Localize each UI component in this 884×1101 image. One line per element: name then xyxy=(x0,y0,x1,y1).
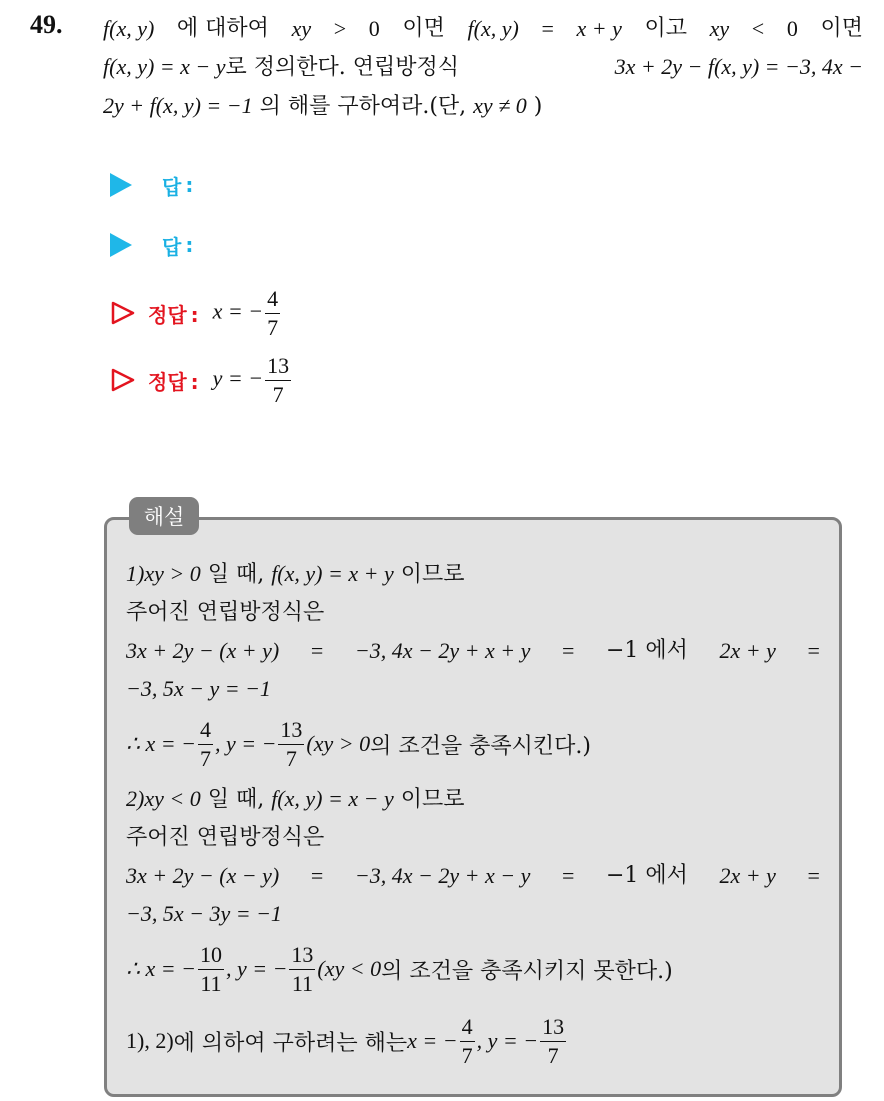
exp-line-5: ∴ x = − $\frac{4}{7}$ , y = − $\frac{13}{7}$ (xy > 0 의 조건을 충족시킨다.) xyxy=(126,716,591,771)
answer-blank-1 xyxy=(110,160,193,210)
explanation-tab: 해설 xyxy=(129,497,199,535)
correct-answer-1 xyxy=(110,283,282,343)
problem-statement xyxy=(103,10,863,126)
text: ) xyxy=(526,94,543,119)
math: xy xyxy=(291,16,312,41)
exp-line-11: 1), 2) 에 의하여 구하려는 해는 x = − $\frac{4}{7}$ , y = − $\frac{13}{7}$ xyxy=(126,1013,565,1068)
exp-line-6: 2)xy < 0 일 때, f(x, y) = x − y 이므로 xyxy=(126,786,465,812)
exp-line-4: −3, 5x − y = −1 xyxy=(126,676,271,701)
text: 에 대하여 xyxy=(176,16,269,41)
math: f(x, y) = x − y xyxy=(103,54,226,79)
exp-line-8: 3x + 2y − (x − y) = −3, 4x − 2y + x − y = −1 에서 2x + y = xyxy=(126,863,820,888)
exp-line-9: −3, 5x − 3y = −1 xyxy=(126,901,282,926)
math: 0 xyxy=(368,16,380,41)
text: 로 정의한다. 연립방정식 xyxy=(225,55,460,80)
exp-line-7: 주어진 연립방정식은 xyxy=(126,825,325,850)
math: 3x + 2y − f(x, y) = −3, 4x − xyxy=(614,54,863,79)
math: = xyxy=(541,16,554,41)
correct-answer-label: 정답 : xyxy=(148,369,199,394)
explanation-body xyxy=(126,555,820,1077)
outline-triangle-icon xyxy=(110,367,136,393)
correct-answer-2 xyxy=(110,350,293,410)
math: f(x, y) xyxy=(467,16,519,41)
problem-line-1 xyxy=(103,10,863,48)
answer-y: y = − $\frac{13}{7}$ xyxy=(212,352,290,407)
problem-number: 49. xyxy=(30,10,63,39)
play-arrow-icon xyxy=(110,173,132,197)
answer-colon: : xyxy=(185,173,194,197)
answer-label: 답 xyxy=(162,234,182,259)
math: 2y + f(x, y) = −1 xyxy=(103,93,253,118)
answer-blank-2 xyxy=(110,220,193,270)
math: xy xyxy=(709,16,730,41)
exp-line-2: 주어진 연립방정식은 xyxy=(126,600,325,625)
exp-line-3: 3x + 2y − (x + y) = −3, 4x − 2y + x + y = −1 에서 2x + y = xyxy=(126,638,820,663)
math: > xyxy=(333,16,347,41)
text: 이면 xyxy=(402,16,445,41)
math: 0 xyxy=(786,16,798,41)
math: f(x, y) xyxy=(103,16,155,41)
math: x + y xyxy=(576,16,622,41)
problem-line-3 xyxy=(103,87,863,126)
exp-line-1: 1)xy > 0 일 때, f(x, y) = x + y 이므로 xyxy=(126,561,465,587)
math: xy ≠ 0 xyxy=(473,93,527,118)
answer-x: x = − $\frac{4}{7}$ xyxy=(212,285,279,340)
answer-label: 답 xyxy=(162,174,182,199)
text: 이면 xyxy=(820,16,863,41)
exp-line-10: ∴ x = − $\frac{10}{11}$ , y = − $\frac{13}{11}$ (xy < 0 의 조건을 충족시키지 못한다.) xyxy=(126,941,673,996)
play-arrow-icon xyxy=(110,233,132,257)
text: 의 해를 구하여라.(단, xyxy=(252,94,474,119)
text: 이고 xyxy=(644,16,688,41)
outline-triangle-icon xyxy=(110,300,136,326)
math: < xyxy=(751,16,765,41)
problem-line-2 xyxy=(103,48,863,87)
answer-colon: : xyxy=(185,233,194,257)
correct-answer-label: 정답 : xyxy=(148,302,199,327)
